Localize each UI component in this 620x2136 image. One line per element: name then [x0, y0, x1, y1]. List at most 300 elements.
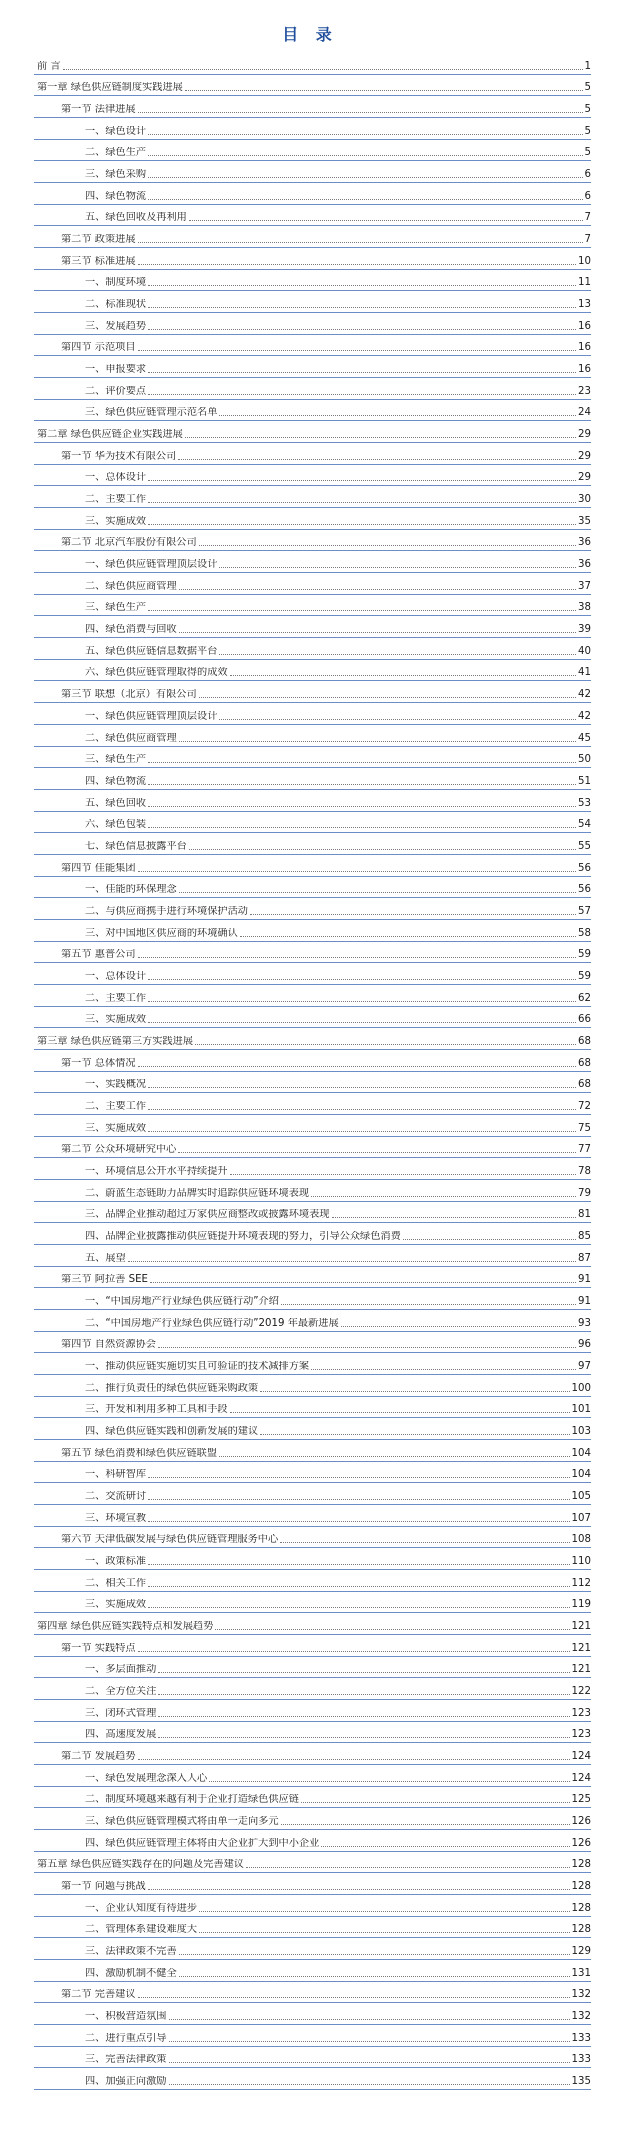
dot-leader — [199, 1911, 569, 1912]
toc-page-number: 62 — [578, 992, 591, 1004]
dot-leader — [240, 936, 576, 937]
toc-entry-label: 四、绿色供应链管理主体将由大企业扩大到中小企业 — [85, 1837, 320, 1849]
toc-page-number: 103 — [571, 1426, 591, 1437]
dot-leader — [148, 134, 582, 135]
toc-subsection-row[interactable] — [0, 985, 620, 1007]
dot-leader — [185, 437, 576, 438]
toc-page-number: 121 — [571, 1642, 591, 1654]
toc-subsection-row[interactable] — [0, 1548, 620, 1570]
toc-page-number: 36 — [578, 537, 591, 549]
toc-subsection-row[interactable] — [0, 1202, 620, 1224]
dot-leader — [150, 1282, 576, 1283]
toc-subsection-row[interactable] — [0, 660, 620, 682]
dot-leader — [341, 1326, 576, 1327]
toc-page-number: 96 — [578, 1339, 591, 1351]
toc-page-number: 42 — [578, 689, 591, 701]
toc-chapter-row[interactable] — [0, 53, 620, 75]
toc-page-number: 50 — [578, 754, 591, 766]
toc-subsection-row[interactable] — [0, 877, 620, 899]
dot-leader — [169, 2084, 570, 2085]
toc-entry-label: 第三节 联想（北京）有限公司 — [61, 689, 197, 701]
toc-subsection-row[interactable] — [0, 400, 620, 422]
toc-entry-label: 第五章 绿色供应链实践存在的问题及完善建议 — [37, 1859, 244, 1871]
toc-subsection-row[interactable] — [0, 1115, 620, 1137]
dot-leader — [178, 1152, 576, 1153]
toc-subsection-row[interactable] — [0, 2047, 620, 2069]
toc-page-number: 131 — [571, 1967, 591, 1979]
toc-subsection-row[interactable] — [0, 1765, 620, 1787]
dot-leader — [148, 1564, 569, 1565]
dot-leader — [148, 979, 576, 980]
toc-page-number: 79 — [578, 1187, 591, 1199]
toc-entry-label: 一、绿色供应链管理顶层设计 — [85, 559, 218, 571]
toc-page-number: 123 — [571, 1707, 591, 1719]
toc-subsection-row[interactable] — [0, 573, 620, 595]
toc-chapter-row[interactable] — [0, 1613, 620, 1635]
toc-subsection-row[interactable] — [0, 595, 620, 617]
dot-leader — [230, 1412, 570, 1413]
toc-page-number: 55 — [578, 840, 591, 852]
dot-leader — [148, 1022, 576, 1023]
toc-entry-label: 三、绿色生产 — [85, 754, 147, 766]
toc-page-number: 58 — [578, 927, 591, 939]
toc-subsection-row[interactable] — [0, 963, 620, 985]
dot-leader — [281, 1824, 570, 1825]
toc-section-row[interactable] — [0, 1635, 620, 1657]
dot-leader — [148, 784, 576, 785]
toc-entry-label: 三、绿色采购 — [85, 169, 147, 181]
toc-subsection-row[interactable] — [0, 118, 620, 140]
dot-leader — [158, 1716, 569, 1717]
toc-page-number: 91 — [578, 1295, 591, 1307]
toc-subsection-row[interactable] — [0, 270, 620, 292]
toc-page-number: 129 — [571, 1946, 591, 1958]
dot-leader — [215, 1629, 569, 1630]
toc-page-number: 124 — [571, 1751, 591, 1763]
dot-leader — [148, 1477, 569, 1478]
toc-page-number: 91 — [578, 1274, 591, 1286]
toc-subsection-row[interactable] — [0, 2068, 620, 2090]
dot-leader — [148, 806, 576, 807]
dot-leader — [138, 1651, 570, 1652]
toc-page-number: 7 — [584, 212, 591, 224]
dot-leader — [169, 2062, 570, 2063]
dot-leader — [158, 1694, 569, 1695]
toc-entry-label: 二、标准现状 — [85, 299, 147, 311]
dot-leader — [148, 1499, 569, 1500]
toc-entry-label: 三、绿色生产 — [85, 602, 147, 614]
dot-leader — [260, 1434, 569, 1435]
toc-page-number: 123 — [571, 1729, 591, 1741]
dot-leader — [158, 1737, 569, 1738]
toc-entry-label: 第一节 华为技术有限公司 — [61, 450, 177, 462]
toc-page-number: 23 — [578, 385, 591, 397]
toc-entry-label: 一、绿色供应链管理顶层设计 — [85, 710, 218, 722]
dot-leader — [158, 1347, 576, 1348]
toc-subsection-row[interactable] — [0, 1158, 620, 1180]
toc-entry-label: 六、绿色包装 — [85, 819, 147, 831]
toc-page-number: 133 — [571, 2032, 591, 2044]
toc-entry-label: 第三章 绿色供应链第三方实践进展 — [37, 1035, 194, 1047]
toc-entry-label: 二、全方位关注 — [85, 1686, 157, 1698]
toc-entry-label: 第一节 问题与挑战 — [61, 1881, 146, 1893]
toc-subsection-row[interactable] — [0, 551, 620, 573]
toc-entry-label: 二、相关工作 — [85, 1577, 147, 1589]
dot-leader — [219, 719, 576, 720]
toc-subsection-row[interactable] — [0, 1938, 620, 1960]
dot-leader — [219, 415, 576, 416]
dot-leader — [311, 1369, 576, 1370]
toc-section-row[interactable] — [0, 1527, 620, 1549]
toc-page-number: 6 — [584, 169, 591, 181]
toc-page-number: 7 — [584, 234, 591, 246]
toc-page-number: 108 — [571, 1534, 591, 1546]
toc-section-row[interactable] — [0, 1440, 620, 1462]
toc-subsection-row[interactable] — [0, 205, 620, 227]
toc-subsection-row[interactable] — [0, 291, 620, 313]
dot-leader — [148, 762, 576, 763]
dot-leader — [169, 2019, 570, 2020]
toc-section-row[interactable] — [0, 248, 620, 270]
toc-entry-label: 二、“中国房地产行业绿色供应链行动”2019 年最新进展 — [85, 1317, 339, 1329]
toc-entry-label: 二、评价要点 — [85, 385, 147, 397]
toc-entry-label: 二、推行负责任的绿色供应链采购政策 — [85, 1382, 259, 1394]
toc-page-number: 135 — [571, 2076, 591, 2088]
toc-subsection-row[interactable] — [0, 1007, 620, 1029]
toc-page-number: 72 — [578, 1100, 591, 1112]
toc-subsection-row[interactable] — [0, 378, 620, 400]
toc-page-number: 121 — [571, 1664, 591, 1676]
toc-subsection-row[interactable] — [0, 183, 620, 205]
toc-subsection-row[interactable] — [0, 616, 620, 638]
toc-entry-label: 第一节 法律进展 — [61, 104, 136, 116]
toc-subsection-row[interactable] — [0, 1462, 620, 1484]
toc-entry-label: 二、进行重点引导 — [85, 2032, 167, 2044]
toc-chapter-row[interactable] — [0, 75, 620, 97]
toc-subsection-row[interactable] — [0, 1830, 620, 1852]
toc-subsection-row[interactable] — [0, 1245, 620, 1267]
toc-page-number: 132 — [571, 1989, 591, 2001]
toc-chapter-row[interactable] — [0, 1852, 620, 1874]
toc-page-number: 75 — [578, 1122, 591, 1134]
toc-entry-label: 第二节 发展趋势 — [61, 1751, 136, 1763]
dot-leader — [246, 1867, 570, 1868]
toc-entry-label: 一、“中国房地产行业绿色供应链行动”介绍 — [85, 1295, 279, 1307]
toc-subsection-row[interactable] — [0, 1917, 620, 1939]
dot-leader — [219, 1456, 569, 1457]
page-title: 目 录 — [282, 25, 338, 44]
toc-subsection-row[interactable] — [0, 356, 620, 378]
toc-section-row[interactable] — [0, 855, 620, 877]
toc-subsection-row[interactable] — [0, 1895, 620, 1917]
toc-entry-label: 二、与供应商携手进行环境保护活动 — [85, 905, 248, 917]
toc-page-number: 39 — [578, 624, 591, 636]
dot-leader — [138, 350, 576, 351]
dot-leader — [63, 69, 583, 70]
toc-entry-label: 七、绿色信息披露平台 — [85, 840, 187, 852]
toc-section-row[interactable] — [0, 1332, 620, 1354]
toc-entry-label: 第四章 绿色供应链实践特点和发展趋势 — [37, 1621, 214, 1633]
toc-section-row[interactable] — [0, 443, 620, 465]
toc-section-row[interactable] — [0, 942, 620, 964]
toc-entry-label: 二、制度环境越来越有利于企业打造绿色供应链 — [85, 1794, 299, 1806]
toc-entry-label: 二、交流研讨 — [85, 1491, 147, 1503]
toc-entry-label: 一、积极营造氛围 — [85, 2011, 167, 2023]
toc-chapter-row[interactable] — [0, 1028, 620, 1050]
toc-page-number: 5 — [584, 125, 591, 137]
toc-entry-label: 一、企业认知度有待进步 — [85, 1902, 198, 1914]
dot-leader — [138, 264, 576, 265]
toc-entry-label: 一、政策标准 — [85, 1556, 147, 1568]
toc-section-row[interactable] — [0, 1873, 620, 1895]
dot-leader — [209, 1781, 569, 1782]
toc-entry-label: 三、环境宣教 — [85, 1512, 147, 1524]
toc-section-row[interactable] — [0, 335, 620, 357]
toc-page-number: 81 — [578, 1209, 591, 1221]
toc-entry-label: 五、绿色供应链信息数据平台 — [85, 645, 218, 657]
toc-page-number: 57 — [578, 905, 591, 917]
dot-leader — [148, 177, 582, 178]
dot-leader — [148, 1001, 576, 1002]
toc-page-number: 56 — [578, 884, 591, 896]
toc-subsection-row[interactable] — [0, 638, 620, 660]
dot-leader — [321, 1846, 569, 1847]
dot-leader — [148, 155, 582, 156]
toc-entry-label: 五、绿色回收 — [85, 797, 147, 809]
toc-entry-label: 四、加强正向激励 — [85, 2076, 167, 2088]
toc-page-number: 45 — [578, 732, 591, 744]
toc-page-number: 128 — [571, 1924, 591, 1936]
dot-leader — [138, 1066, 576, 1067]
toc-entry-label: 二、绿色供应商管理 — [85, 580, 177, 592]
toc-page-number: 110 — [571, 1556, 591, 1568]
toc-entry-label: 二、主要工作 — [85, 1100, 147, 1112]
toc-page-number: 36 — [578, 559, 591, 571]
dot-leader — [179, 892, 576, 893]
toc-subsection-row[interactable] — [0, 1353, 620, 1375]
toc-entry-label: 三、法律政策不完善 — [85, 1946, 177, 1958]
toc-subsection-row[interactable] — [0, 1657, 620, 1679]
toc-section-row[interactable] — [0, 1050, 620, 1072]
dot-leader — [260, 1391, 569, 1392]
toc-subsection-row[interactable] — [0, 465, 620, 487]
toc-subsection-row[interactable] — [0, 1722, 620, 1744]
toc-entry-label: 三、发展趋势 — [85, 320, 147, 332]
toc-section-row[interactable] — [0, 1982, 620, 2004]
toc-page-number: 53 — [578, 797, 591, 809]
dot-leader — [301, 1802, 570, 1803]
toc-subsection-row[interactable] — [0, 2025, 620, 2047]
toc-entry-label: 五、绿色回收及再利用 — [85, 212, 187, 224]
toc-subsection-row[interactable] — [0, 140, 620, 162]
toc-entry-label: 一、实践概况 — [85, 1079, 147, 1091]
toc-subsection-row[interactable] — [0, 1397, 620, 1419]
toc-entry-label: 一、制度环境 — [85, 277, 147, 289]
toc-subsection-row[interactable] — [0, 2003, 620, 2025]
toc-subsection-row[interactable] — [0, 1418, 620, 1440]
dot-leader — [138, 957, 576, 958]
toc-page-number: 97 — [578, 1360, 591, 1372]
dot-leader — [148, 199, 582, 200]
dot-leader — [179, 632, 576, 633]
toc-entry-label: 三、开发和利用多种工具和手段 — [85, 1404, 228, 1416]
dot-leader — [148, 394, 576, 395]
toc-page-number: 132 — [571, 2011, 591, 2023]
toc-entry-label: 六、绿色供应链管理取得的成效 — [85, 667, 228, 679]
toc-entry-label: 第二节 北京汽车股份有限公司 — [61, 537, 197, 549]
toc-page-number: 5 — [584, 147, 591, 159]
toc-page-number: 10 — [578, 255, 591, 267]
toc-subsection-row[interactable] — [0, 161, 620, 183]
toc-page-number: 66 — [578, 1014, 591, 1026]
toc-entry-label: 三、闭环式管理 — [85, 1707, 157, 1719]
toc-page-number: 125 — [571, 1794, 591, 1806]
toc-subsection-row[interactable] — [0, 1505, 620, 1527]
dot-leader — [189, 849, 576, 850]
toc-page-number: 68 — [578, 1035, 591, 1047]
toc-entry-label: 二、蔚蓝生态链助力品牌实时追踪供应链环境表现 — [85, 1187, 310, 1199]
toc-subsection-row[interactable] — [0, 1787, 620, 1809]
toc-page-number: 42 — [578, 710, 591, 722]
toc-page-number: 112 — [571, 1577, 591, 1589]
toc-subsection-row[interactable] — [0, 1960, 620, 1982]
toc-page-number: 87 — [578, 1252, 591, 1264]
toc-entry-label: 一、推动供应链实施切实且可验证的技术减排方案 — [85, 1360, 310, 1372]
toc-entry-label: 第一节 实践特点 — [61, 1642, 136, 1654]
toc-section-row[interactable] — [0, 96, 620, 118]
dot-leader — [219, 654, 576, 655]
toc-entry-label: 二、绿色供应商管理 — [85, 732, 177, 744]
toc-subsection-row[interactable] — [0, 768, 620, 790]
dot-leader — [199, 545, 576, 546]
toc-entry-label: 一、多层面推动 — [85, 1664, 157, 1676]
toc-subsection-row[interactable] — [0, 1223, 620, 1245]
toc-page-number: 5 — [584, 104, 591, 116]
toc-page-number: 68 — [578, 1079, 591, 1091]
dot-leader — [148, 1607, 569, 1608]
toc-entry-label: 第二节 公众环境研究中心 — [61, 1144, 177, 1156]
toc-entry-label: 三、品牌企业推动超过万家供应商整改或披露环境表现 — [85, 1209, 330, 1221]
toc-subsection-row[interactable] — [0, 790, 620, 812]
toc-page-number: 16 — [578, 320, 591, 332]
toc-section-row[interactable] — [0, 1267, 620, 1289]
dot-leader — [403, 1239, 576, 1240]
toc-chapter-row[interactable] — [0, 421, 620, 443]
dot-leader — [199, 1932, 569, 1933]
toc-entry-label: 一、环境信息公开水平持续提升 — [85, 1165, 228, 1177]
dot-leader — [332, 1217, 577, 1218]
toc-entry-label: 三、实施成效 — [85, 1122, 147, 1134]
toc-entry-label: 四、绿色消费与回收 — [85, 624, 177, 636]
toc-page-number: 104 — [571, 1447, 591, 1459]
toc-entry-label: 第五节 惠普公司 — [61, 949, 136, 961]
toc-subsection-row[interactable] — [0, 486, 620, 508]
toc-subsection-row[interactable] — [0, 812, 620, 834]
toc-subsection-row[interactable] — [0, 1570, 620, 1592]
toc-page-number: 40 — [578, 645, 591, 657]
toc-subsection-row[interactable] — [0, 833, 620, 855]
toc-subsection-row[interactable] — [0, 1288, 620, 1310]
toc-entry-label: 三、完善法律政策 — [85, 2054, 167, 2066]
toc-page-number: 29 — [578, 450, 591, 462]
toc-subsection-row[interactable] — [0, 1808, 620, 1830]
toc-page-number: 30 — [578, 494, 591, 506]
toc-page-number: 29 — [578, 429, 591, 441]
toc-page-number: 24 — [578, 407, 591, 419]
toc-entry-label: 第四节 示范项目 — [61, 342, 136, 354]
toc-subsection-row[interactable] — [0, 898, 620, 920]
toc-subsection-row[interactable] — [0, 1483, 620, 1505]
dot-leader — [148, 1521, 569, 1522]
toc-page-number: 126 — [571, 1837, 591, 1849]
toc-subsection-row[interactable] — [0, 1375, 620, 1397]
toc-page-number: 38 — [578, 602, 591, 614]
dot-leader — [148, 1109, 576, 1110]
toc-entry-label: 三、对中国地区供应商的环境确认 — [85, 927, 238, 939]
toc-entry-label: 第四节 自然资源协会 — [61, 1339, 156, 1351]
toc-page-number: 56 — [578, 862, 591, 874]
toc-subsection-row[interactable] — [0, 747, 620, 769]
toc-entry-label: 四、绿色供应链实践和创新发展的建议 — [85, 1426, 259, 1437]
dot-leader — [189, 220, 583, 221]
dot-leader — [280, 1542, 569, 1543]
toc-entry-label: 四、高速度发展 — [85, 1729, 157, 1741]
toc-entry-label: 二、绿色生产 — [85, 147, 147, 159]
toc-page-number: 128 — [571, 1859, 591, 1871]
toc-subsection-row[interactable] — [0, 1093, 620, 1115]
toc-entry-label: 一、佳能的环保理念 — [85, 884, 177, 896]
toc-section-row[interactable] — [0, 681, 620, 703]
toc-section-row[interactable] — [0, 1137, 620, 1159]
dot-leader — [250, 914, 576, 915]
toc-page-number: 35 — [578, 515, 591, 527]
toc-page-number: 101 — [571, 1404, 591, 1416]
toc-entry-label: 二、管理体系建设难度大 — [85, 1924, 198, 1936]
toc-subsection-row[interactable] — [0, 1180, 620, 1202]
toc-entry-label: 五、展望 — [85, 1252, 126, 1264]
toc-subsection-row[interactable] — [0, 725, 620, 747]
toc-section-row[interactable] — [0, 226, 620, 248]
toc-entry-label: 二、主要工作 — [85, 992, 147, 1004]
dot-leader — [148, 1586, 569, 1587]
dot-leader — [179, 589, 576, 590]
dot-leader — [138, 1997, 570, 1998]
dot-leader — [128, 1261, 576, 1262]
toc-subsection-row[interactable] — [0, 1678, 620, 1700]
toc-page-number: 68 — [578, 1057, 591, 1069]
toc-subsection-row[interactable] — [0, 703, 620, 725]
toc-subsection-row[interactable] — [0, 1592, 620, 1614]
dot-leader — [158, 1672, 569, 1673]
toc-section-row[interactable] — [0, 530, 620, 552]
toc-subsection-row[interactable] — [0, 1700, 620, 1722]
dot-leader — [148, 1889, 570, 1890]
toc-subsection-row[interactable] — [0, 920, 620, 942]
toc-entry-label: 四、激励机制不健全 — [85, 1967, 177, 1979]
toc-subsection-row[interactable] — [0, 1072, 620, 1094]
toc-entry-label: 第二节 政策进展 — [61, 234, 136, 246]
toc-entry-label: 三、实施成效 — [85, 1599, 147, 1611]
toc-entry-label: 第六节 天津低碳发展与绿色供应链管理服务中心 — [61, 1534, 279, 1546]
toc-subsection-row[interactable] — [0, 1310, 620, 1332]
toc-subsection-row[interactable] — [0, 313, 620, 335]
dot-leader — [138, 242, 583, 243]
toc-entry-label: 一、科研智库 — [85, 1469, 147, 1481]
toc-entry-label: 二、主要工作 — [85, 494, 147, 506]
toc-subsection-row[interactable] — [0, 508, 620, 530]
toc-page-number: 128 — [571, 1881, 591, 1893]
toc-section-row[interactable] — [0, 1743, 620, 1765]
